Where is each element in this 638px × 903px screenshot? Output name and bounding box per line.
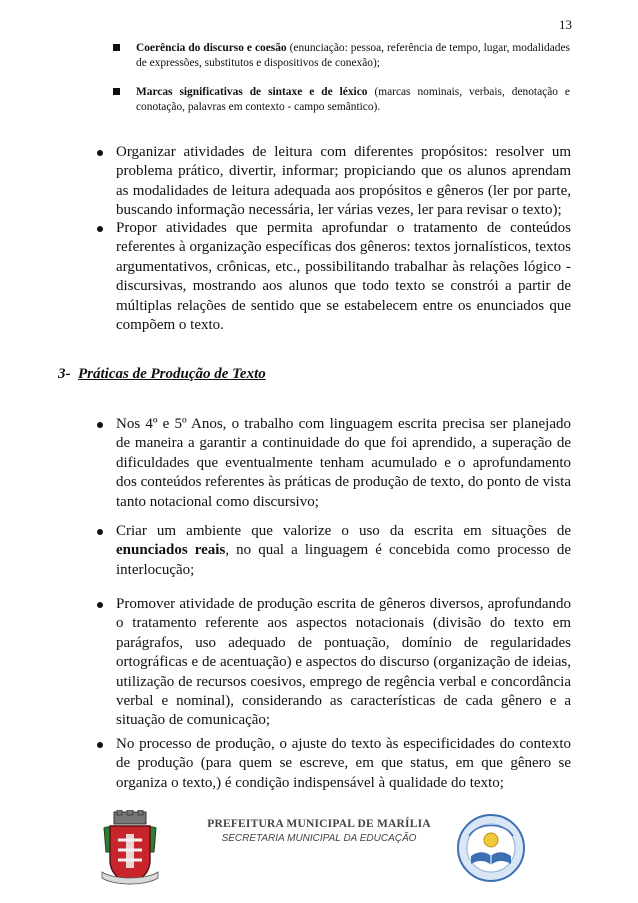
square-bullet-icon (113, 88, 120, 95)
bullet-icon (97, 742, 103, 748)
footer-department: SECRETARIA MUNICIPAL DA EDUCAÇÃO (221, 833, 417, 844)
bullet-text: , no qual a linguagem é concebida como processo de interlocução; (116, 542, 571, 578)
bullet-text: Propor atividades que permita aprofundar o tratamento de conteúdos referentes à organização específicas dos gêneros: textos jornalísticos, textos argumentativos, crônicas, etc., possibilitando trabalhar às relações lógico - discursivas, mostrando aos alunos que todo texto se constrói a partir de múltiplas relações de sentido que se estabelecem entre os enunciados que compõem o texto. (116, 220, 571, 334)
bullet-list (96, 735, 571, 793)
footer-organization: PREFEITURA MUNICIPAL DE MARÍLIA (207, 818, 431, 830)
bullet-text: Nos 4º e 5º Anos, o trabalho com linguagem escrita precisa ser planejado de maneira a garantir a continuidade do que foi aprendido, a superação de dificuldades que eventualmente tenham acumulado e o aprofundamento dos conteúdos referentes às práticas de produção de texto, do ponto de vista tanto notacional como discursivo; (116, 416, 571, 510)
top-bullet-list (96, 219, 571, 335)
sub-item-text: (marcas nominais, verbais, denotação e conotação, palavras em contexto - campo semântico). (136, 86, 570, 113)
square-bullet-icon (113, 44, 120, 51)
bullet-text: No processo de produção, o ajuste do texto às especificidades do contexto de produção (para quem se escreve, em que status, em que gênero se organiza o texto,) é condição indispensável à qualidade do texto; (116, 736, 571, 791)
bullet-list (96, 522, 571, 580)
bullet-icon (97, 226, 103, 232)
page-number: 13 (559, 17, 572, 32)
sub-item-text: (enunciação: pessoa, referência de tempo, lugar, modalidades de expressões, substitutos e dispositivos de conexão); (136, 42, 570, 69)
sub-item-list (110, 41, 570, 115)
sub-item-bold: Marcas significativas de sintaxe e de léxico (136, 86, 368, 98)
bullet-icon (97, 602, 103, 608)
bullet-item (96, 595, 571, 731)
bullet-text: Organizar atividades de leitura com diferentes propósitos: resolver um problema prático, divertir, informar; propiciando que os alunos aprendam as modalidades de leitura adequada aos propósitos e gêneros (ler por parte, buscando informação necessária, ler várias vezes, ler para revisar o texto); (116, 144, 571, 219)
education-logo-icon (455, 812, 527, 884)
bullet-text: Promover atividade de produção escrita de gêneros diversos, aprofundando o tratamento referente aos aspectos notacionais (divisão do texto em parágrafos, uso adequado de pontuação, domínio de regularidades ortográficas e de acentuação) e aspectos do discurso (organização de ideias, utilização de recursos coesivos, emprego de regência verbal e concordância verbal e nominal), considerando as características de cada gênero e a situação de comunicação; (116, 596, 571, 729)
bullet-bold-text: enunciados reais (116, 542, 226, 559)
bullet-item (96, 415, 571, 512)
top-bullet-list (96, 143, 571, 221)
bullet-list (96, 595, 571, 731)
sub-item-bold: Coerência do discurso e coesão (136, 42, 287, 54)
bullet-list (96, 415, 571, 512)
footer (0, 810, 638, 903)
section-heading (58, 366, 266, 383)
bullet-icon (97, 529, 103, 535)
bullet-text: Criar um ambiente que valorize o uso da escrita em situações de (116, 523, 571, 539)
bullet-item (96, 735, 571, 793)
sub-item (110, 41, 570, 71)
section-title: Práticas de Produção de Texto (78, 366, 266, 382)
bullet-item (96, 143, 571, 221)
section-number: 3- (58, 366, 71, 382)
bullet-item (96, 219, 571, 335)
bullet-item (96, 522, 571, 580)
bullet-icon (97, 150, 103, 156)
sub-item (110, 85, 570, 115)
bullet-icon (97, 422, 103, 428)
